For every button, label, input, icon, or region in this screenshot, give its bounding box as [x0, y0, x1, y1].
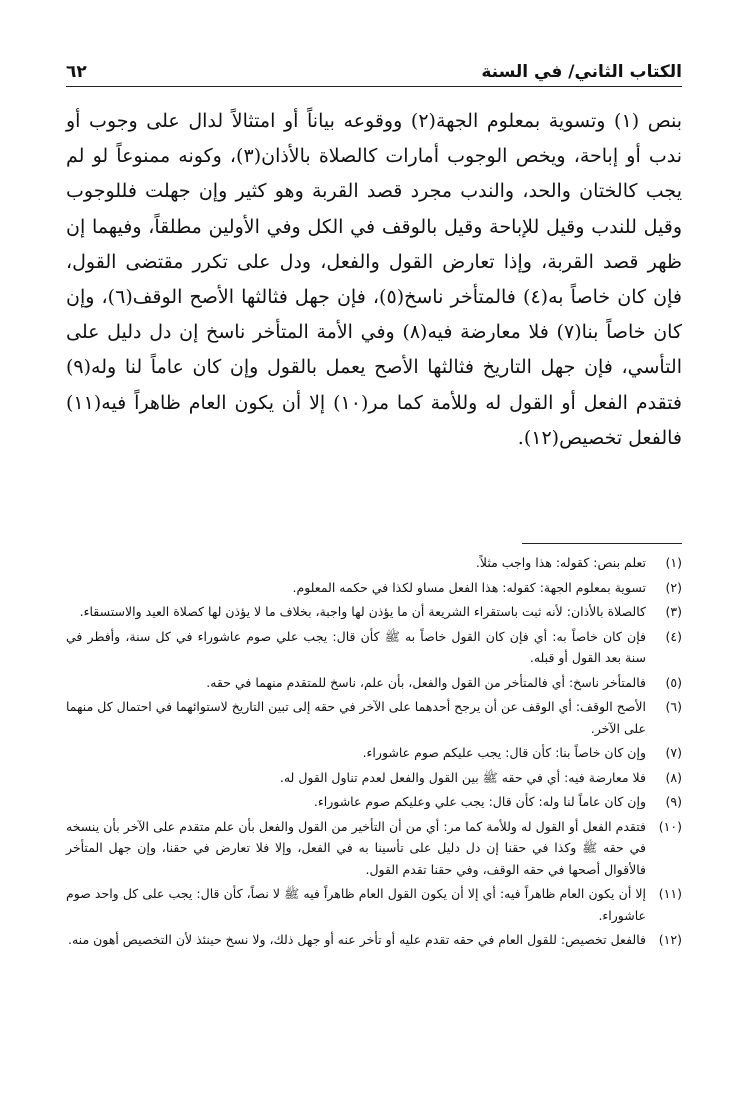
footnote-text: تسوية بمعلوم الجهة: كقوله: هذا الفعل مساو لكذا في حكمه المعلوم.	[292, 579, 646, 595]
footnote-text: الأصح الوقف: أي الوقف عن أن يرجح أحدهما على الآخر في حقه إلى تبين التاريخ لاستوائهما في احتمال كل منهما على الآخر.	[66, 699, 646, 736]
footnote-text: كالصلاة بالأذان: لأنه ثبت باستقراء الشريعة أن ما يؤذن لها واجبة، بخلاف ما لا يؤذن لها كصلاة العيد والاستسقاء.	[79, 604, 646, 619]
footnote-text: فتقدم الفعل أو القول له وللأمة كما مر: أي من أن التأخير من القول والفعل بأن علم متقدم على الآخر بأن ينسخه في حقه ﷺ وكذا في حقنا إن دل دليل على تأسينا به في الفعل، وإلا فلا تعارض في حقنا، وإن جهل المتأخر فالأقوال أصحها في حقه الوقف، وفي حقنا تقدم القول.	[66, 818, 646, 877]
footnote-text: فإن كان خاصاً به: أي فإن كان القول خاصاً به ﷺ كأن قال: يجب علي صوم عاشوراء في كل سنة، وأفطر في سنة بعد القول أو قبله.	[66, 628, 646, 665]
footnote-number: (٦)	[665, 699, 682, 714]
footnote-number: (١)	[665, 555, 682, 570]
footnote-text: وإن كان عاماً لنا وله: كأن قال: يجب علي وعليكم صوم عاشوراء.	[313, 794, 646, 809]
footnote-number: (٨)	[665, 769, 682, 785]
header-rule	[66, 86, 682, 87]
footnote	[66, 626, 682, 669]
footnote	[66, 696, 682, 739]
footnote-number: (١٠)	[658, 818, 682, 834]
footnote-number: (٧)	[665, 745, 682, 760]
footnote	[66, 742, 682, 764]
footnote-text: تعلم بنص: كقوله: هذا واجب مثلاً.	[475, 555, 646, 570]
footnote	[66, 883, 682, 926]
footnote	[66, 577, 682, 599]
footnote	[66, 552, 682, 574]
footnote-number: (١٢)	[658, 932, 682, 947]
footnote-number: (٥)	[665, 674, 682, 690]
footnote-number: (٤)	[665, 628, 682, 644]
footnotes-list	[66, 552, 682, 954]
footnote-text: فالمتأخر ناسخ: أي فالمتأخر من القول والفعل، بأن علم، ناسخ للمتقدم منهما في حقه.	[206, 674, 646, 690]
footnote	[66, 816, 682, 881]
footnote	[66, 791, 682, 813]
footnote-text: فلا معارضة فيه: أي في حقه ﷺ بين القول والفعل لعدم تناول القول له.	[279, 769, 646, 785]
footnote-number: (٩)	[665, 794, 682, 809]
footnote-text: فالفعل تخصيص: للقول العام في حقه تقدم عليه أو تأخر عنه أو جهل ذلك، ولا نسخ حينئذ لأن التخصيص أهون منه.	[68, 932, 646, 947]
main-text: بنص (١) وتسوية بمعلوم الجهة(٢) ووقوعه بياناً أو امتثالاً لدال على وجوب أو ندب أو إباحة، ويخص الوجوب أمارات كالصلاة بالأذان(٣)، وكونه ممنوعاً لو لم يجب كالختان والحد، والندب مجرد قصد القربة وهو كثير وإن جهلت فللوجوب وقيل للندب وقيل للإباحة وقيل بالوقف في الكل وفي الأولين مطلقاً، وفيهما إن ظهر قصد القربة، وإذا تعارض القول والفعل، ودل على تكرر مقتضى القول، فإن كان خاصاً به(٤) فالمتأخر ناسخ(٥)، فإن جهل فثالثها الأصح الوقف(٦)، وإن كان خاصاً بنا(٧) فلا معارضة فيه(٨) وفي الأمة المتأخر ناسخ إن دل دليل على التأسي، فإن جهل التاريخ فثالثها الأصح يعمل بالقول وإن كان عاماً لنا وله(٩) فتقدم الفعل أو القول له وللأمة كما مر(١٠) إلا أن يكون العام ظاهراً فيه(١١) فالفعل تخصيص(١٢).	[66, 110, 683, 449]
footnote-number: (٢)	[665, 579, 682, 595]
footnote	[66, 767, 682, 789]
running-title: الكتاب الثاني/ في السنة	[481, 62, 682, 82]
footnote-number: (١١)	[658, 886, 682, 901]
footnote-number: (٣)	[665, 604, 682, 619]
footnote-separator	[522, 543, 682, 544]
footnote	[66, 929, 682, 951]
running-header	[66, 62, 682, 82]
footnote-text: إلا أن يكون العام ظاهراً فيه: أي إلا أن يكون القول العام ظاهراً فيه ﷺ لا نصاً، كأن قال: يجب على كل واحد صوم عاشوراء.	[66, 886, 646, 923]
page-number: ٦٢	[66, 62, 87, 82]
footnote	[66, 601, 682, 623]
footnote	[66, 672, 682, 694]
footnote-text: وإن كان خاصاً بنا: كأن قال: يجب عليكم صوم عاشوراء.	[362, 745, 646, 760]
